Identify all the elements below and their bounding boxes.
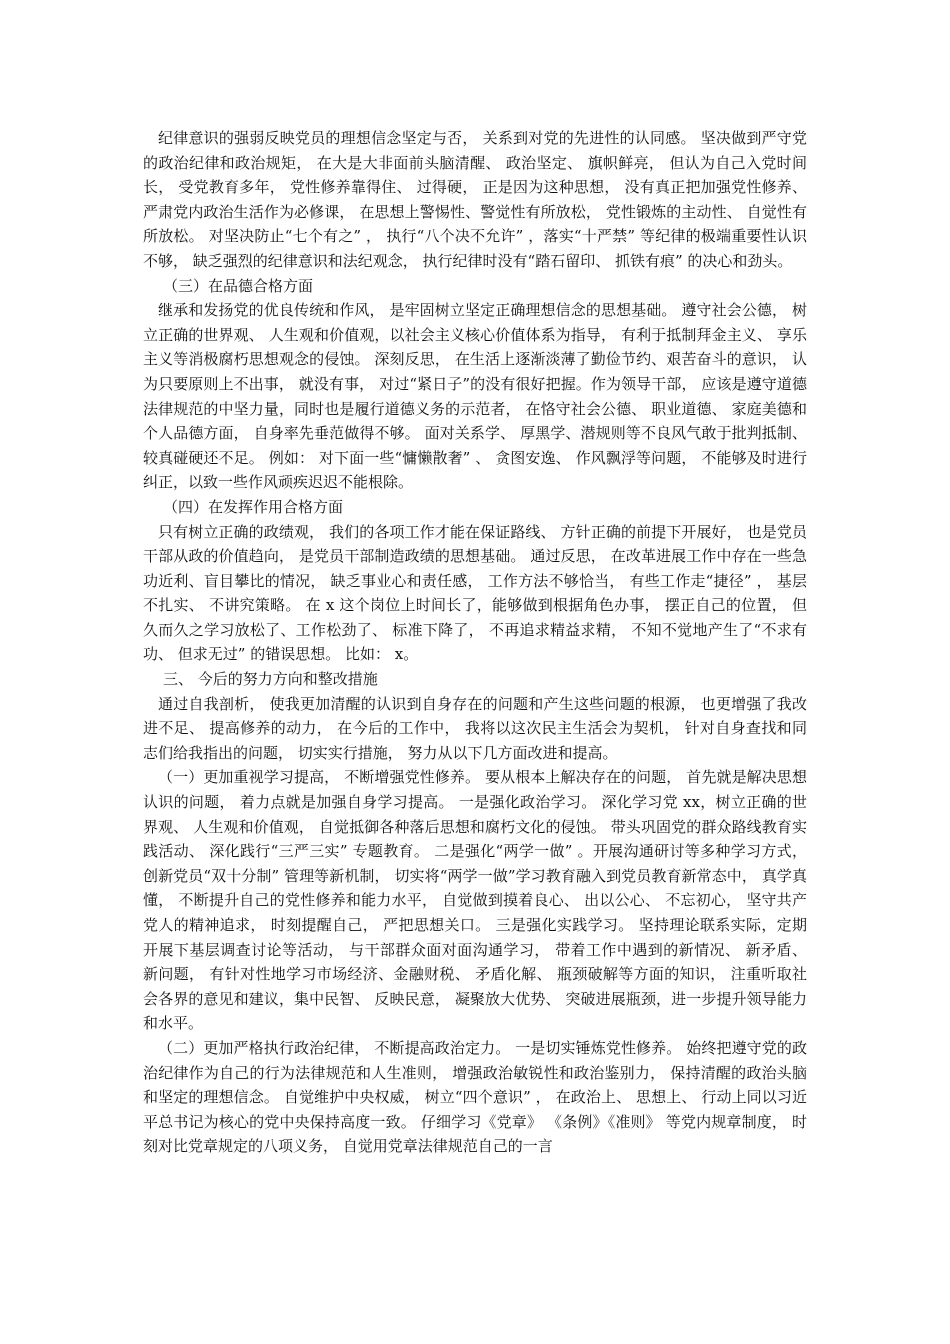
paragraph-morality: 继承和发扬党的优良传统和作风， 是牢固树立坚定正确理想信念的思想基础。 遵守社会公德， 树立正确的世界观、 人生观和价值观，以社会主义核心价值体系为指导， 有利于抵制拜金主义、 享乐主义等消极腐朽思想观念的侵蚀。 深刻反思， 在生活上逐渐淡薄了勤俭节约、艰苦奋斗的意识， 认为只要原则上不出事， 就没有事， 对过“紧日子”的没有很好把握。作为领导干部， 应该是遵守道德法律规范的中坚力量，同时也是履行道德义务的示范者， 在恪守社会公德、 职业道德、 家庭美德和个人品德方面， 自身率先垂范做得不够。 面对关系学、 厚黑学、潜规则等不良风气敢于批判抵制、 较真碰硬还不足。 例如： 对下面一些“慵懒散奢” 、 贪图安逸、 作风飘浮等问题， 不能够及时进行纠正，以致一些作风顽疾迟迟不能根除。 bbox=[143, 301, 807, 492]
paragraph-political-discipline: （二）更加严格执行政治纪律， 不断提高政治定力。 一是切实锤炼党性修养。 始终把遵守党的政治纪律作为自己的行为法律规范和人生准则， 增强政治敏锐性和政治鉴别力， 保持清醒的政治头脑和坚定的理想信念。 自觉维护中央权威， 树立“四个意识” ， 在政治上、 思想上、 行动上同以习近平总书记为核心的党中央保持高度一致。 仔细学习《党章》 《条例》《准则》 等党内规章制度， 时刻对比党章规定的八项义务， 自觉用党章法律规范自己的一言 bbox=[143, 1038, 807, 1156]
section-heading-role: （四）在发挥作用合格方面 bbox=[163, 497, 344, 516]
section-heading-future-measures: 三、 今后的努力方向和整改措施 bbox=[163, 670, 378, 689]
section-heading-morality: （三）在品德合格方面 bbox=[163, 276, 314, 295]
document-page bbox=[143, 126, 807, 1159]
paragraph-self-analysis: 通过自我剖析， 使我更加清醒的认识到自身存在的问题和产生这些问题的根源， 也更增强了我改进不足、 提高修养的动力， 在今后的工作中， 我将以这次民主生活会为契机， 针对自身查找和同志们给我指出的问题， 切实实行措施， 努力从以下几方面改进和提高。 bbox=[143, 694, 807, 762]
paragraph-role: 只有树立正确的政绩观， 我们的各项工作才能在保证路线、 方针正确的前提下开展好， 也是党员干部从政的价值趋向， 是党员干部制造政绩的思想基础。 通过反思， 在改革进展工作中存在一些急功近利、盲目攀比的情况， 缺乏事业心和责任感， 工作方法不够恰当， 有些工作走“捷径” ， 基层不扎实、 不讲究策略。 在 x 这个岗位上时间长了，能够做到根据角色办事， 摆正自己的位置， 但久而久之学习放松了、工作松劲了、 标准下降了， 不再追求精益求精， 不知不觉地产生了“不求有功、 但求无过” 的错误思想。 比如： x。 bbox=[143, 522, 807, 664]
paragraph-study-improvement: （一）更加重视学习提高， 不断增强党性修养。 要从根本上解决存在的问题， 首先就是解决思想认识的问题， 着力点就是加强自身学习提高。 一是强化政治学习。 深化学习党 xx，树立正确的世界观、 人生观和价值观， 自觉抵御各种落后思想和腐朽文化的侵蚀。 带头巩固党的群众路线教育实践活动、 深化践行“三严三实” 专题教育。 二是强化“两学一做” 。开展沟通研讨等多种学习方式， 创新党员“双十分制” 管理等新机制， 切实将“两学一做”学习教育融入到党员教育新常态中， 真学真懂， 不断提升自己的党性修养和能力水平， 自觉做到摸着良心、 出以公心、 不忘初心， 坚守共产党人的精神追求， 时刻提醒自己， 严把思想关口。 三是强化实践学习。 坚持理论联系实际，定期开展下基层调查讨论等活动， 与干部群众面对面沟通学习， 带着工作中遇到的新情况、 新矛盾、 新问题， 有针对性地学习市场经济、金融财税、 矛盾化解、 瓶颈破解等方面的知识， 注重听取社会各界的意见和建议，集中民智、 反映民意， 凝聚放大优势、 突破进展瓶颈，进一步提升领导能力和水平。 bbox=[143, 768, 807, 1033]
paragraph-discipline-awareness: 纪律意识的强弱反映党员的理想信念坚定与否， 关系到对党的先进性的认同感。 坚决做到严守党的政治纪律和政治规矩， 在大是大非面前头脑清醒、 政治坚定、 旗帜鲜亮， 但认为自己入党时间长， 受党教育多年， 党性修养靠得住、 过得硬， 正是因为这种思想， 没有真正把加强党性修养、 严肃党内政治生活作为必修课， 在思想上警惕性、警觉性有所放松， 党性锻炼的主动性、 自觉性有所放松。 对坚决防止“七个有之” ， 执行“八个决不允许” ，落实“十严禁” 等纪律的极端重要性认识不够， 缺乏强烈的纪律意识和法纪观念， 执行纪律时没有“踏石留印、 抓铁有痕” 的决心和劲头。 bbox=[143, 129, 807, 270]
